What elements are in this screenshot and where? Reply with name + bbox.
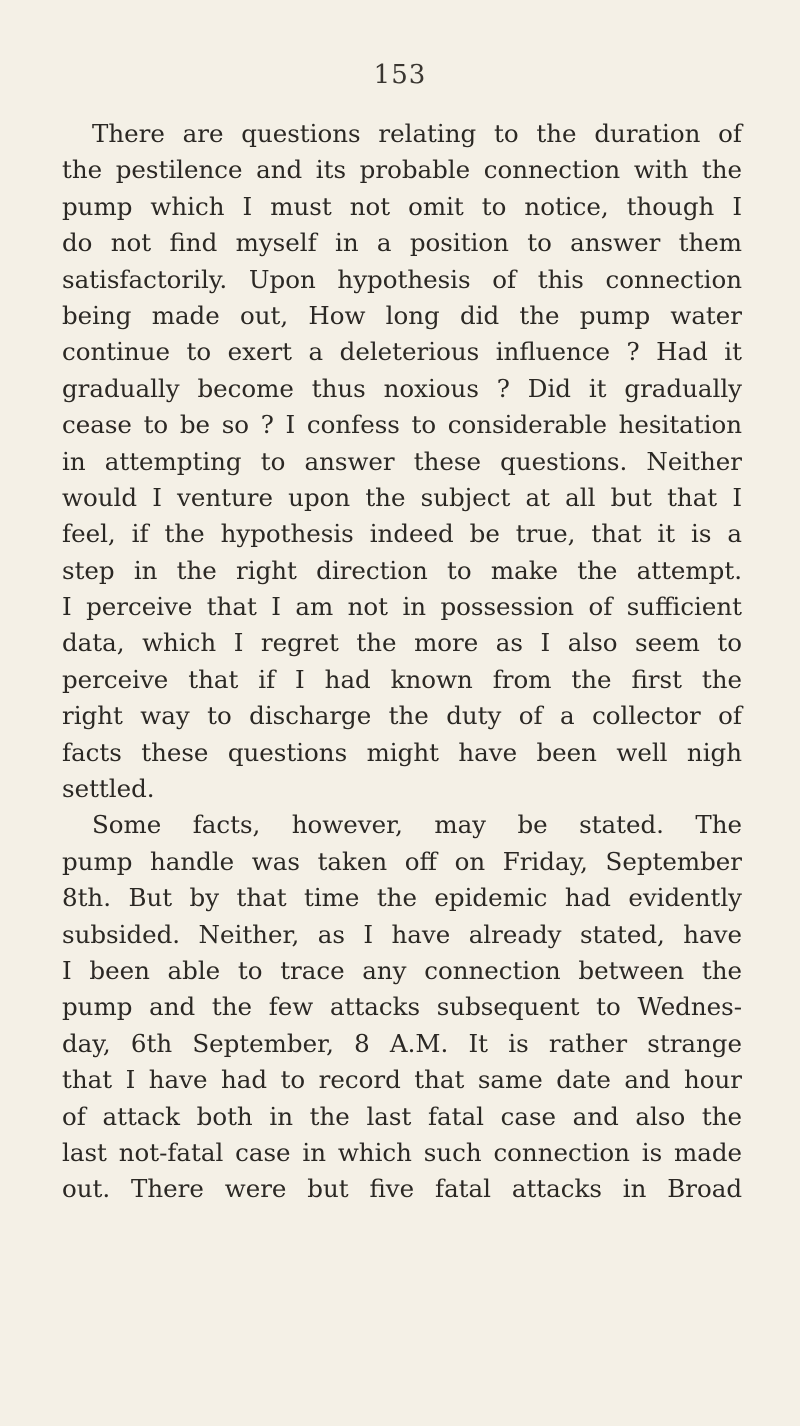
text-line: perceive that if I had known from the first the xyxy=(62,664,742,694)
text-line: data, which I regret the more as I also seem to xyxy=(62,628,742,658)
text-line: facts these questions might have been well nigh xyxy=(62,737,742,767)
text-line: out. There were but five fatal attacks in Broad xyxy=(62,1174,742,1204)
text-line: step in the right direction to make the attempt. xyxy=(62,555,742,585)
text-line: would I venture upon the subject at all but that I xyxy=(62,482,742,512)
text-line: 8th. But by that time the epidemic had evidently xyxy=(62,883,742,913)
text-line: that I have had to record that same date and hour xyxy=(62,1065,742,1095)
text-line: the pestilence and its probable connection with the xyxy=(62,155,742,185)
text-line: pump and the few attacks subsequent to Wednes- xyxy=(62,992,742,1022)
text-line: subsided. Neither, as I have already stated, have xyxy=(62,919,742,949)
text-line: satisfactorily. Upon hypothesis of this connection xyxy=(62,264,742,294)
text-line: cease to be so ? I confess to considerable hesitation xyxy=(62,410,742,440)
body-text xyxy=(62,116,742,1208)
text-line: day, 6th September, 8 A.M. It is rather strange xyxy=(62,1028,742,1058)
text-line: last not-fatal case in which such connection is made xyxy=(62,1137,742,1167)
text-line: being made out, How long did the pump water xyxy=(62,300,742,330)
text-line: gradually become thus noxious ? Did it gradually xyxy=(62,373,742,403)
text-line: of attack both in the last fatal case and also the xyxy=(62,1101,742,1131)
text-line: in attempting to answer these questions. Neither xyxy=(62,446,742,476)
text-line: pump which I must not omit to notice, though I xyxy=(62,191,742,221)
text-line: settled. xyxy=(62,774,155,804)
text-line: pump handle was taken off on Friday, September xyxy=(62,846,742,876)
text-line: do not find myself in a position to answer them xyxy=(62,228,742,258)
text-line: Some facts, however, may be stated. The xyxy=(92,810,742,840)
text-line: I perceive that I am not in possession of sufficient xyxy=(62,592,742,622)
text-line: feel, if the hypothesis indeed be true, that it is a xyxy=(62,519,742,549)
text-line: There are questions relating to the duration of xyxy=(92,119,742,148)
text-line: I been able to trace any connection between the xyxy=(62,955,742,985)
text-line: right way to discharge the duty of a collector of xyxy=(62,701,742,731)
page-number: 153 xyxy=(373,60,427,90)
text-line: continue to exert a deleterious influence ? Had it xyxy=(62,337,742,367)
